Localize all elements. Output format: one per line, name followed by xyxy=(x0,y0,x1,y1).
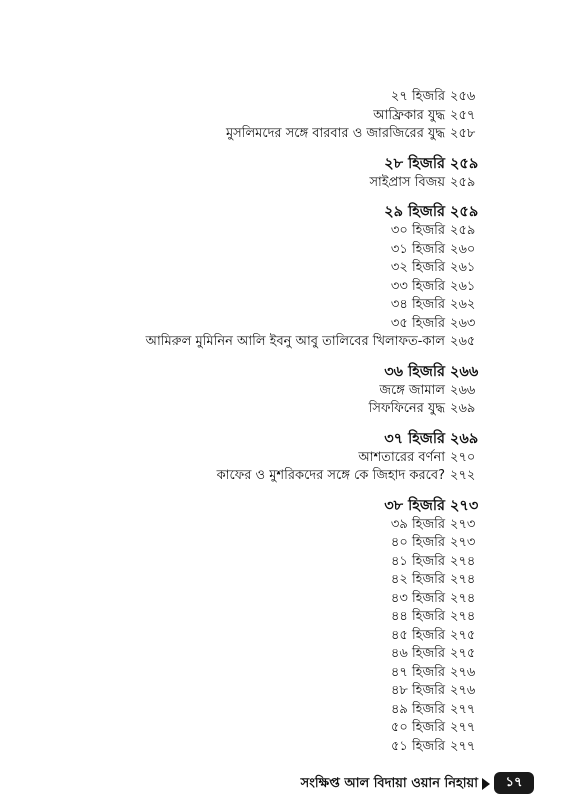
toc-entry xyxy=(0,719,485,738)
toc-entry-title: ৩৮ হিজরি xyxy=(384,497,445,514)
toc-entry xyxy=(0,382,485,401)
toc-entry-page: ২৬৯ xyxy=(450,430,479,447)
toc-entry-title: ৪৭ হিজরি xyxy=(390,664,445,680)
toc-entry-title: ৪৯ হিজরি xyxy=(390,701,445,717)
toc-entry-title: ৪৫ হিজরি xyxy=(390,627,445,643)
toc-entry-title: ২৭ হিজরি xyxy=(390,89,445,104)
toc-entry-page: ২৬৬ xyxy=(450,363,479,380)
toc-entry-page: ২৫৯ xyxy=(450,174,476,190)
toc-entry-title: আফ্রিকার যুদ্ধ xyxy=(373,107,445,123)
toc-entry-title: ৩৭ হিজরি xyxy=(384,430,445,447)
toc-entry-page: ২৭৫ xyxy=(450,646,476,661)
toc-entry-title: ৩১ হিজরি xyxy=(390,241,445,257)
toc-entry-title: আশতারের বর্ণনা xyxy=(358,449,445,465)
toc-entry-page: ২৫৮ xyxy=(450,126,476,141)
toc-entry-page: ২৬৫ xyxy=(450,334,476,349)
toc-entry-title: মুসলিমদের সঙ্গে বারবার ও জারজিরের যুদ্ধ xyxy=(225,126,445,141)
table-of-contents xyxy=(0,88,485,756)
toc-entry xyxy=(0,107,485,126)
toc-entry-title: ৩০ হিজরি xyxy=(390,223,445,238)
toc-entry xyxy=(0,315,485,334)
toc-entry-page: ২৭৪ xyxy=(450,572,476,587)
toc-entry-title: ৩২ হিজরি xyxy=(390,260,445,275)
toc-entry xyxy=(0,174,485,193)
toc-entry-title: ৪২ হিজরি xyxy=(390,572,445,587)
toc-entry xyxy=(0,553,485,572)
toc-entry-title: ৪৬ হিজরি xyxy=(390,646,445,661)
toc-entry-title: ৩৯ হিজরি xyxy=(390,516,445,532)
toc-entry-page: ২৭২ xyxy=(450,468,476,483)
toc-section-heading xyxy=(0,154,485,174)
toc-entry xyxy=(0,333,485,352)
toc-section-heading xyxy=(0,202,485,222)
toc-entry-title: ৩৪ হিজরি xyxy=(390,297,445,312)
toc-entry-page: ২৬৩ xyxy=(450,315,476,331)
toc-entry-page: ২৫৬ xyxy=(450,89,476,104)
toc-entry xyxy=(0,516,485,535)
toc-entry-title: ৪১ হিজরি xyxy=(390,553,445,569)
toc-entry xyxy=(0,627,485,646)
page-number: ১৭ xyxy=(494,772,534,794)
toc-entry xyxy=(0,664,485,683)
triangle-right-icon xyxy=(482,778,490,790)
toc-entry-page: ২৬১ xyxy=(450,260,476,275)
toc-entry xyxy=(0,259,485,278)
toc-entry-page: ২৬০ xyxy=(450,241,476,257)
toc-entry xyxy=(0,449,485,468)
toc-entry xyxy=(0,682,485,701)
toc-entry-title: ৩৬ হিজরি xyxy=(384,363,445,380)
toc-entry-page: ২৭৬ xyxy=(450,664,476,680)
toc-entry xyxy=(0,222,485,241)
toc-entry xyxy=(0,467,485,486)
toc-entry-page: ২৭৩ xyxy=(450,535,476,550)
toc-entry-page: ২৭৪ xyxy=(450,590,476,606)
toc-entry-title: সাইপ্রাস বিজয় xyxy=(369,174,445,190)
toc-entry-page: ২৬২ xyxy=(450,297,476,312)
toc-entry-page: ২৫৯ xyxy=(450,204,479,220)
toc-entry xyxy=(0,608,485,627)
toc-entry xyxy=(0,241,485,260)
toc-entry xyxy=(0,400,485,419)
toc-entry xyxy=(0,534,485,553)
toc-entry-title: ২৮ হিজরি xyxy=(384,155,445,172)
toc-entry-page: ২৬৯ xyxy=(450,401,476,416)
toc-entry-page: ২৭৫ xyxy=(450,627,476,643)
toc-entry-page: ২৬৬ xyxy=(450,382,476,398)
toc-entry-title: সিফফিনের যুদ্ধ xyxy=(368,401,445,416)
toc-entry-page: ২৫৯ xyxy=(450,223,476,238)
footer-book-title: সংক্ষিপ্ত আল বিদায়া ওয়ান নিহায়া xyxy=(300,776,478,791)
toc-entry-page: ২৫৭ xyxy=(450,107,476,123)
toc-entry xyxy=(0,590,485,609)
toc-entry xyxy=(0,701,485,720)
toc-entry xyxy=(0,645,485,664)
toc-entry-title: ৫০ হিজরি xyxy=(390,720,445,735)
toc-entry xyxy=(0,738,485,757)
toc-entry-title: ৪৩ হিজরি xyxy=(390,590,445,606)
toc-entry xyxy=(0,88,485,107)
toc-entry xyxy=(0,571,485,590)
toc-section-heading xyxy=(0,496,485,516)
toc-entry-page: ২৭৬ xyxy=(450,683,476,698)
toc-entry-page: ২৭০ xyxy=(450,449,476,465)
toc-entry-title: জঙ্গে জামাল xyxy=(379,382,445,398)
toc-entry-title: ৫১ হিজরি xyxy=(390,738,445,754)
toc-entry-page: ২৭৪ xyxy=(450,609,476,624)
toc-entry xyxy=(0,125,485,144)
toc-entry-title: কাফের ও মুশরিকদের সঙ্গে কে জিহাদ করবে? xyxy=(216,468,445,483)
toc-entry-title: ৪৪ হিজরি xyxy=(390,609,445,624)
toc-entry xyxy=(0,296,485,315)
toc-entry-page: ২৭৭ xyxy=(450,738,476,754)
toc-entry-page: ২৭৩ xyxy=(450,497,479,514)
toc-entry-page: ২৭৪ xyxy=(450,553,476,569)
toc-entry-page: ২৬১ xyxy=(450,278,476,294)
toc-entry-title: ২৯ হিজরি xyxy=(384,204,445,220)
toc-entry-title: ৪০ হিজরি xyxy=(390,535,445,550)
toc-section-heading xyxy=(0,362,485,382)
toc-entry-title: ৩৫ হিজরি xyxy=(390,315,445,331)
toc-entry-page: ২৭৩ xyxy=(450,516,476,532)
toc-entry xyxy=(0,278,485,297)
toc-section-heading xyxy=(0,429,485,449)
toc-entry-page: ২৫৯ xyxy=(450,155,479,172)
page-footer xyxy=(0,772,570,796)
toc-entry-title: ৪৮ হিজরি xyxy=(390,683,445,698)
toc-entry-page: ২৭৭ xyxy=(450,701,476,717)
toc-entry-title: আমিরুল মুমিনিন আলি ইবনু আবু তালিবের খিলাফত-কাল xyxy=(145,334,445,349)
toc-entry-title: ৩৩ হিজরি xyxy=(390,278,445,294)
toc-entry-page: ২৭৭ xyxy=(450,720,476,735)
